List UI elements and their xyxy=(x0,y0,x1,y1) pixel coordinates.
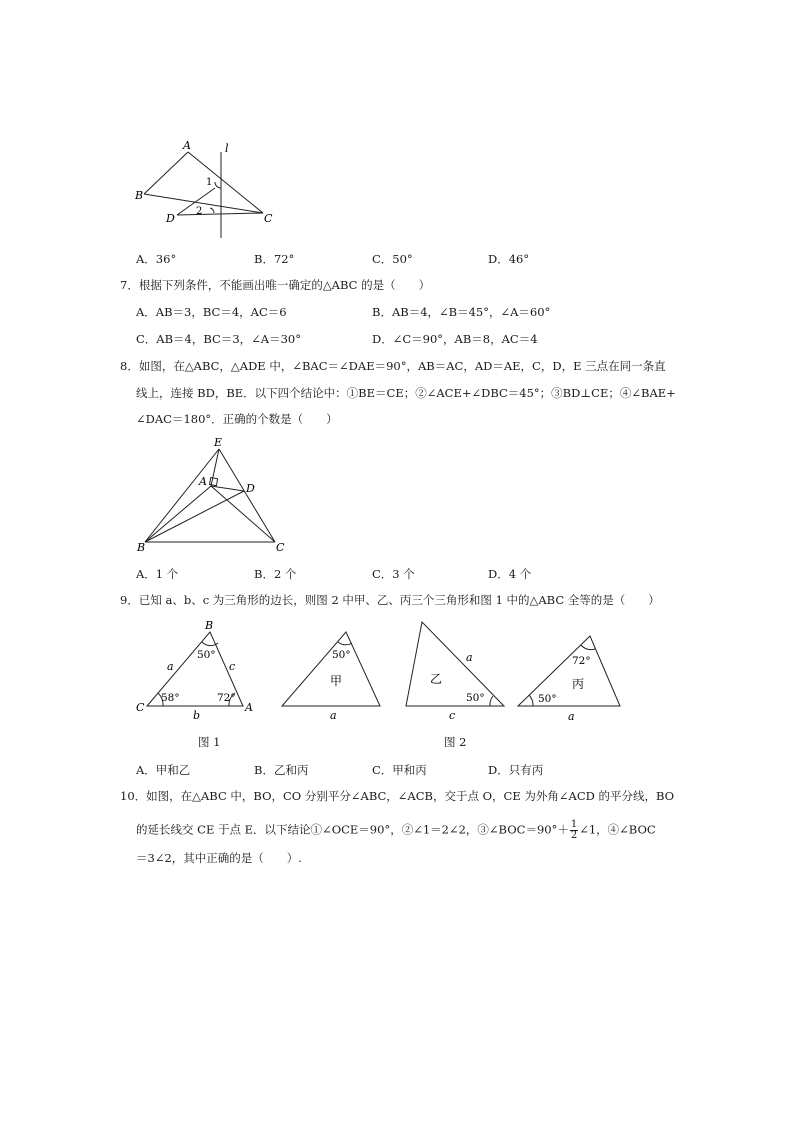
q9-caption-figure-2: 图 2 xyxy=(444,735,467,749)
segment-BA xyxy=(145,486,211,542)
q8-figure xyxy=(130,434,295,554)
q10-line2-part-b: ∠1，④∠BOC xyxy=(579,822,656,837)
q7-option-d[interactable]: D．∠C＝90°，AB＝8，AC＝4 xyxy=(372,332,538,346)
q6-option-c[interactable]: C．50° xyxy=(372,252,413,266)
q9-fig1-angle-B: 50° xyxy=(197,649,216,661)
q8-option-b[interactable]: B．2 个 xyxy=(254,567,297,581)
q10-stem-line-1: 10．如图，在△ABC 中，BO，CO 分别平分∠ABC，∠ACB，交于点 O，CE 为外角∠ACD 的平分线，BO xyxy=(120,789,675,803)
q9-bing-name: 丙 xyxy=(572,677,585,691)
q9-fig1-angle-C: 58° xyxy=(161,692,180,704)
q10-stem-line-2 xyxy=(136,820,656,841)
q9-fig1-label-B: B xyxy=(205,619,214,632)
segment-AB xyxy=(144,152,188,194)
q9-fig1-angle-A: 72° xyxy=(217,692,236,704)
q10-stem-line-3: ＝3∠2，其中正确的是（ ）. xyxy=(136,851,302,865)
q6-label-C: C xyxy=(264,212,273,225)
segment-AC xyxy=(188,152,263,213)
q9-bing-left-angle: 50° xyxy=(538,693,557,705)
q6-label-l: l xyxy=(225,142,229,155)
q10-fraction xyxy=(570,820,578,841)
q9-triangle-jia xyxy=(280,628,385,723)
q9-stem: 9．已知 a、b、c 为三角形的边长，则图 2 中甲、乙、丙三个三角形和图 1 中的△ABC 全等的是（ ） xyxy=(120,593,660,607)
q8-label-E: E xyxy=(214,436,223,449)
yi-angle-arc xyxy=(490,696,493,706)
q9-jia-side: a xyxy=(330,709,337,722)
segment-AC xyxy=(211,486,275,542)
q9-yi-angle: 50° xyxy=(466,692,485,704)
q8-stem-line-2: 线上，连接 BD，BE．以下四个结论中：①BE＝CE；②∠ACE+∠DBC＝45°；③BD⊥CE；④∠BAE+ xyxy=(136,386,676,400)
q9-option-b[interactable]: B．乙和丙 xyxy=(254,763,309,777)
q9-option-a[interactable]: A．甲和乙 xyxy=(136,763,191,777)
segment-BE xyxy=(145,449,219,542)
q6-option-b[interactable]: B．72° xyxy=(254,252,295,266)
right-angle-mark xyxy=(210,478,218,486)
q6-label-A: A xyxy=(183,139,191,152)
triangle-yi xyxy=(406,622,504,706)
q8-label-C: C xyxy=(276,541,285,554)
q6-label-1: 1 xyxy=(206,177,213,188)
q9-fig1-label-C: C xyxy=(136,701,145,714)
q9-fig1-label-A: A xyxy=(245,701,253,714)
segment-EC xyxy=(219,449,275,542)
q10-line2-part-a: 的延长线交 CE 于点 E．以下结论①∠OCE＝90°，②∠1＝2∠2，③∠BOC＝90°＋ xyxy=(136,822,569,837)
q9-fig1-side-a: a xyxy=(167,660,174,673)
q6-label-D: D xyxy=(166,212,175,225)
angle-2-arc xyxy=(210,208,214,213)
q9-bing-top-angle: 72° xyxy=(572,655,591,667)
bing-top-arc xyxy=(581,645,595,650)
q9-triangle-yi xyxy=(402,616,507,723)
q8-stem-line-1: 8．如图，在△ABC，△ADE 中，∠BAC＝∠DAE＝90°，AB＝AC，AD＝AE，C，D，E 三点在同一条直 xyxy=(120,359,666,373)
q10-fraction-denominator: 2 xyxy=(570,830,578,841)
q6-figure xyxy=(130,138,280,243)
q9-jia-name: 甲 xyxy=(330,674,343,688)
q7-option-b[interactable]: B．AB＝4，∠B＝45°，∠A＝60° xyxy=(372,305,551,319)
q9-figure-1 xyxy=(133,616,263,726)
q9-fig1-side-b: b xyxy=(193,709,201,722)
q9-yi-side-c: c xyxy=(449,709,456,722)
q8-option-c[interactable]: C．3 个 xyxy=(372,567,415,581)
q8-stem-line-3: ∠DAC＝180°．正确的个数是（ ） xyxy=(136,412,338,426)
q7-option-a[interactable]: A．AB＝3，BC＝4，AC＝6 xyxy=(136,305,287,319)
q8-label-A: A xyxy=(199,475,207,488)
triangle-jia xyxy=(282,632,380,706)
jia-angle-arc xyxy=(338,642,352,645)
segment-BD xyxy=(145,491,244,542)
q6-label-B: B xyxy=(135,189,144,202)
q6-option-a[interactable]: A．36° xyxy=(136,252,177,266)
q6-option-d[interactable]: D．46° xyxy=(488,252,530,266)
bing-left-arc xyxy=(529,695,533,706)
q9-triangle-bing xyxy=(514,632,624,724)
q9-jia-angle: 50° xyxy=(332,649,351,661)
triangle-bing xyxy=(518,636,620,706)
q9-fig1-side-c: c xyxy=(229,660,236,673)
q8-option-d[interactable]: D．4 个 xyxy=(488,567,532,581)
segment-DC xyxy=(177,213,263,215)
q9-bing-side: a xyxy=(568,710,575,723)
q9-caption-figure-1: 图 1 xyxy=(198,735,221,749)
q10-fraction-numerator: 1 xyxy=(570,819,578,830)
q9-yi-name: 乙 xyxy=(430,672,443,686)
segment-BC xyxy=(144,194,263,213)
q9-yi-side-a: a xyxy=(466,651,473,664)
q6-label-2: 2 xyxy=(196,206,203,217)
q8-label-B: B xyxy=(137,541,146,554)
q9-option-c[interactable]: C．甲和丙 xyxy=(372,763,427,777)
q8-label-D: D xyxy=(246,482,255,495)
q9-option-d[interactable]: D．只有丙 xyxy=(488,763,544,777)
q8-option-a[interactable]: A．1 个 xyxy=(136,567,179,581)
angle-1-arc xyxy=(215,182,221,188)
q7-stem: 7．根据下列条件，不能画出唯一确定的△ABC 的是（ ） xyxy=(120,278,431,292)
q7-option-c[interactable]: C．AB＝4，BC＝3，∠A＝30° xyxy=(136,332,301,346)
